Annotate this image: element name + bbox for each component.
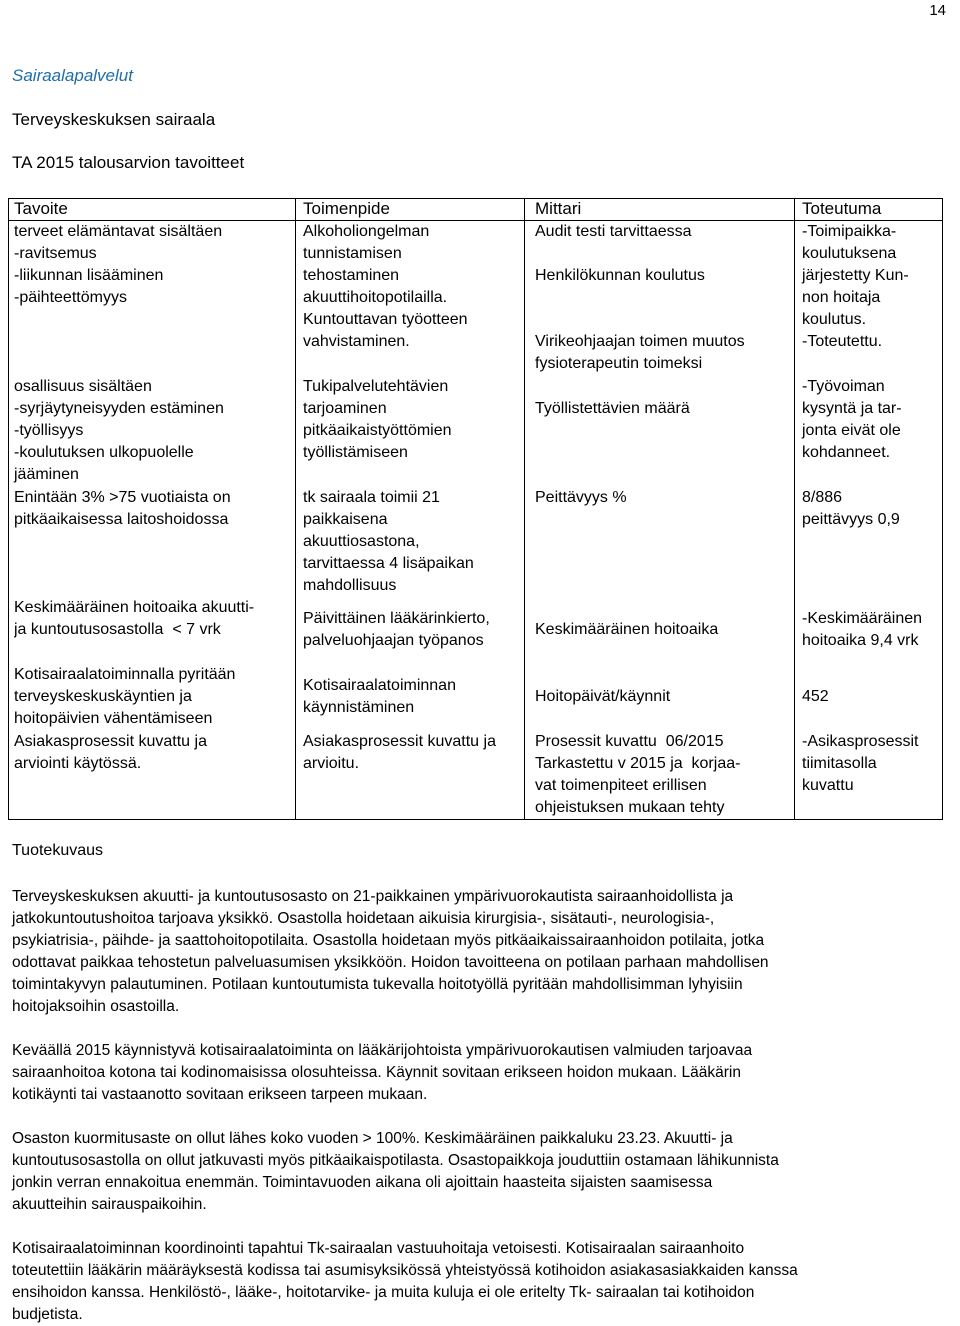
row3-tavoite: Enintään 3% >75 vuotiaista on pitkäaikaisessa laitoshoidossa	[14, 489, 231, 528]
row6-tavoite: Asiakasprosessit kuvattu ja arviointi käytössä.	[14, 733, 207, 772]
row5-mittari: Hoitopäivät/käynnit	[535, 688, 671, 705]
row4-tavoite: Keskimääräinen hoitoaika akuutti- ja kuntoutusosastolla < 7 vrk	[14, 599, 255, 638]
table-border-bottom	[8, 819, 943, 820]
row1-tavoite: terveet elämäntavat sisältäen -ravitsemus -liikunnan lisääminen -päihteettömyys	[14, 223, 223, 306]
goals-table	[8, 198, 943, 820]
table-border-top	[8, 198, 943, 199]
row4-mittari: Keskimääräinen hoitoaika	[535, 621, 719, 638]
header-toteutuma: Toteutuma	[802, 199, 882, 218]
subheading: TA 2015 talousarvion tavoitteet	[12, 153, 245, 172]
row6-mittari: Prosessit kuvattu 06/2015 Tarkastettu v 2015 ja korjaa- vat toimenpiteet erillisen ohjeistuksen mukaan tehty	[535, 733, 741, 816]
row6-toteutuma: -Asikasprosessit tiimitasolla kuvattu	[802, 733, 919, 794]
paragraph-2: Keväällä 2015 käynnistyvä kotisairaalatoiminta on lääkärijohtoista ympärivuorokautisen valmiuden tarjoavaa sairaanhoitoa kotona tai kodinomaisissa olosuhteissa. Käynnit sovitaan erikseen hoidon mukaan. Lääkärin kotikäynti tai vastaanotto sovitaan erikseen tarpeen mukaan.	[12, 1042, 753, 1103]
row2-tavoite: osallisuus sisältäen -syrjäytyneisyyden estäminen -työllisyys -koulutuksen ulkopuolelle jääminen	[14, 378, 224, 483]
section-title: Sairaalapalvelut	[12, 66, 133, 85]
table-border-left	[8, 198, 9, 820]
row4-toimenpide: Päivittäinen lääkärinkierto, palveluohjaajan työpanos	[303, 610, 490, 649]
tuotekuvaus-label: Tuotekuvaus	[12, 842, 104, 859]
table-col-divider	[524, 198, 525, 820]
row5-toimenpide: Kotisairaalatoiminnan käynnistäminen	[303, 677, 456, 716]
paragraph-3: Osaston kuormitusaste on ollut lähes koko vuoden > 100%. Keskimääräinen paikkaluku 23.23. Akuutti- ja kuntoutusosastolla on ollut jatkuvasti myös pitkäaikaispotilasta. Osastopaikkoja jouduttiin ostamaan lähikunnista jonkin verran ennakoitua enemmän. Toimintavuoden aikana oli ajoittain haasteita sijaisten saamisessa akuutteihin sairauspaikoihin.	[12, 1130, 779, 1213]
row3-mittari: Peittävyys %	[535, 489, 627, 506]
row1-mittari: Audit testi tarvittaessa Henkilökunnan koulutus Virikeohjaajan toimen muutos fysioterapeutin toimeksi	[535, 223, 745, 372]
row3-toteutuma: 8/886 peittävyys 0,9	[802, 489, 900, 528]
header-mittari: Mittari	[535, 199, 582, 218]
table-border-right	[942, 198, 943, 820]
heading: Terveyskeskuksen sairaala	[12, 110, 216, 129]
paragraph-4: Kotisairaalatoiminnan koordinointi tapahtui Tk-sairaalan vastuuhoitaja vetoisesti. Kotisairaalan sairaanhoito toteutettiin lääkärin määräyksestä kodissa tai asumisyksikössä yhteistyössä kotihoidon asiakasasiakkaiden kanssa ensihoidon kanssa. Henkilöstö-, lääke-, hoitotarvike- ja muita kuluja ei ole eritelty Tk- sairaalan tai kotihoidon budjetista.	[12, 1240, 798, 1323]
paragraph-1: Terveyskeskuksen akuutti- ja kuntoutusosasto on 21-paikkainen ympärivuorokautista sairaanhoidollista ja jatkokuntoutushoitoa tarjoava yksikkö. Osastolla hoidetaan aikuisia kirurgisia-, sisätauti-, neurologisia-, psykiatrisia-, päihde- ja saattohoitopotilaita. Osastolla hoidetaan myös pitkäaikaissairaanhoidon potilaita, jotka odottavat paikkaa tehostetun palveluasumisen yksikköön. Hoidon tavoitteena on potilaan parhaan mahdollisen toimintakyvyn palautuminen. Potilaan kuntoutumista tukevalla hoitotyöllä pyritään mahdollisimman lyhyisiin hoitojaksoihin osastoilla.	[12, 888, 769, 1015]
row3-toimenpide: tk sairaala toimii 21 paikkaisena akuuttiosastona, tarvittaessa 4 lisäpaikan mahdollisuus	[303, 489, 474, 594]
header-toimenpide: Toimenpide	[303, 199, 390, 218]
row5-tavoite: Kotisairaalatoiminnalla pyritään terveyskeskuskäyntien ja hoitopäivien vähentämiseen	[14, 666, 236, 727]
row6-toimenpide: Asiakasprosessit kuvattu ja arvioitu.	[303, 733, 496, 772]
row1-toimenpide: Alkoholiongelman tunnistamisen tehostaminen akuuttihoitopotilailla. Kuntouttavan työotteen vahvistaminen.	[303, 223, 468, 350]
table-col-divider	[295, 198, 296, 820]
row1-toteutuma: -Toimipaikka- koulutuksena järjestetty Kun- non hoitaja koulutus. -Toteutettu.	[802, 223, 909, 350]
row5-toteutuma: 452	[802, 688, 829, 705]
header-tavoite: Tavoite	[14, 199, 68, 218]
row2-mittari: Työllistettävien määrä	[535, 400, 690, 417]
table-col-divider	[794, 198, 795, 820]
row2-toteutuma: -Työvoiman kysyntä ja tar- jonta eivät ole kohdanneet.	[802, 378, 902, 461]
row4-toteutuma: -Keskimääräinen hoitoaika 9,4 vrk	[802, 610, 923, 649]
page-number: 14	[929, 2, 946, 19]
row2-toimenpide: Tukipalvelutehtävien tarjoaminen pitkäaikaistyöttömien työllistämiseen	[303, 378, 452, 461]
